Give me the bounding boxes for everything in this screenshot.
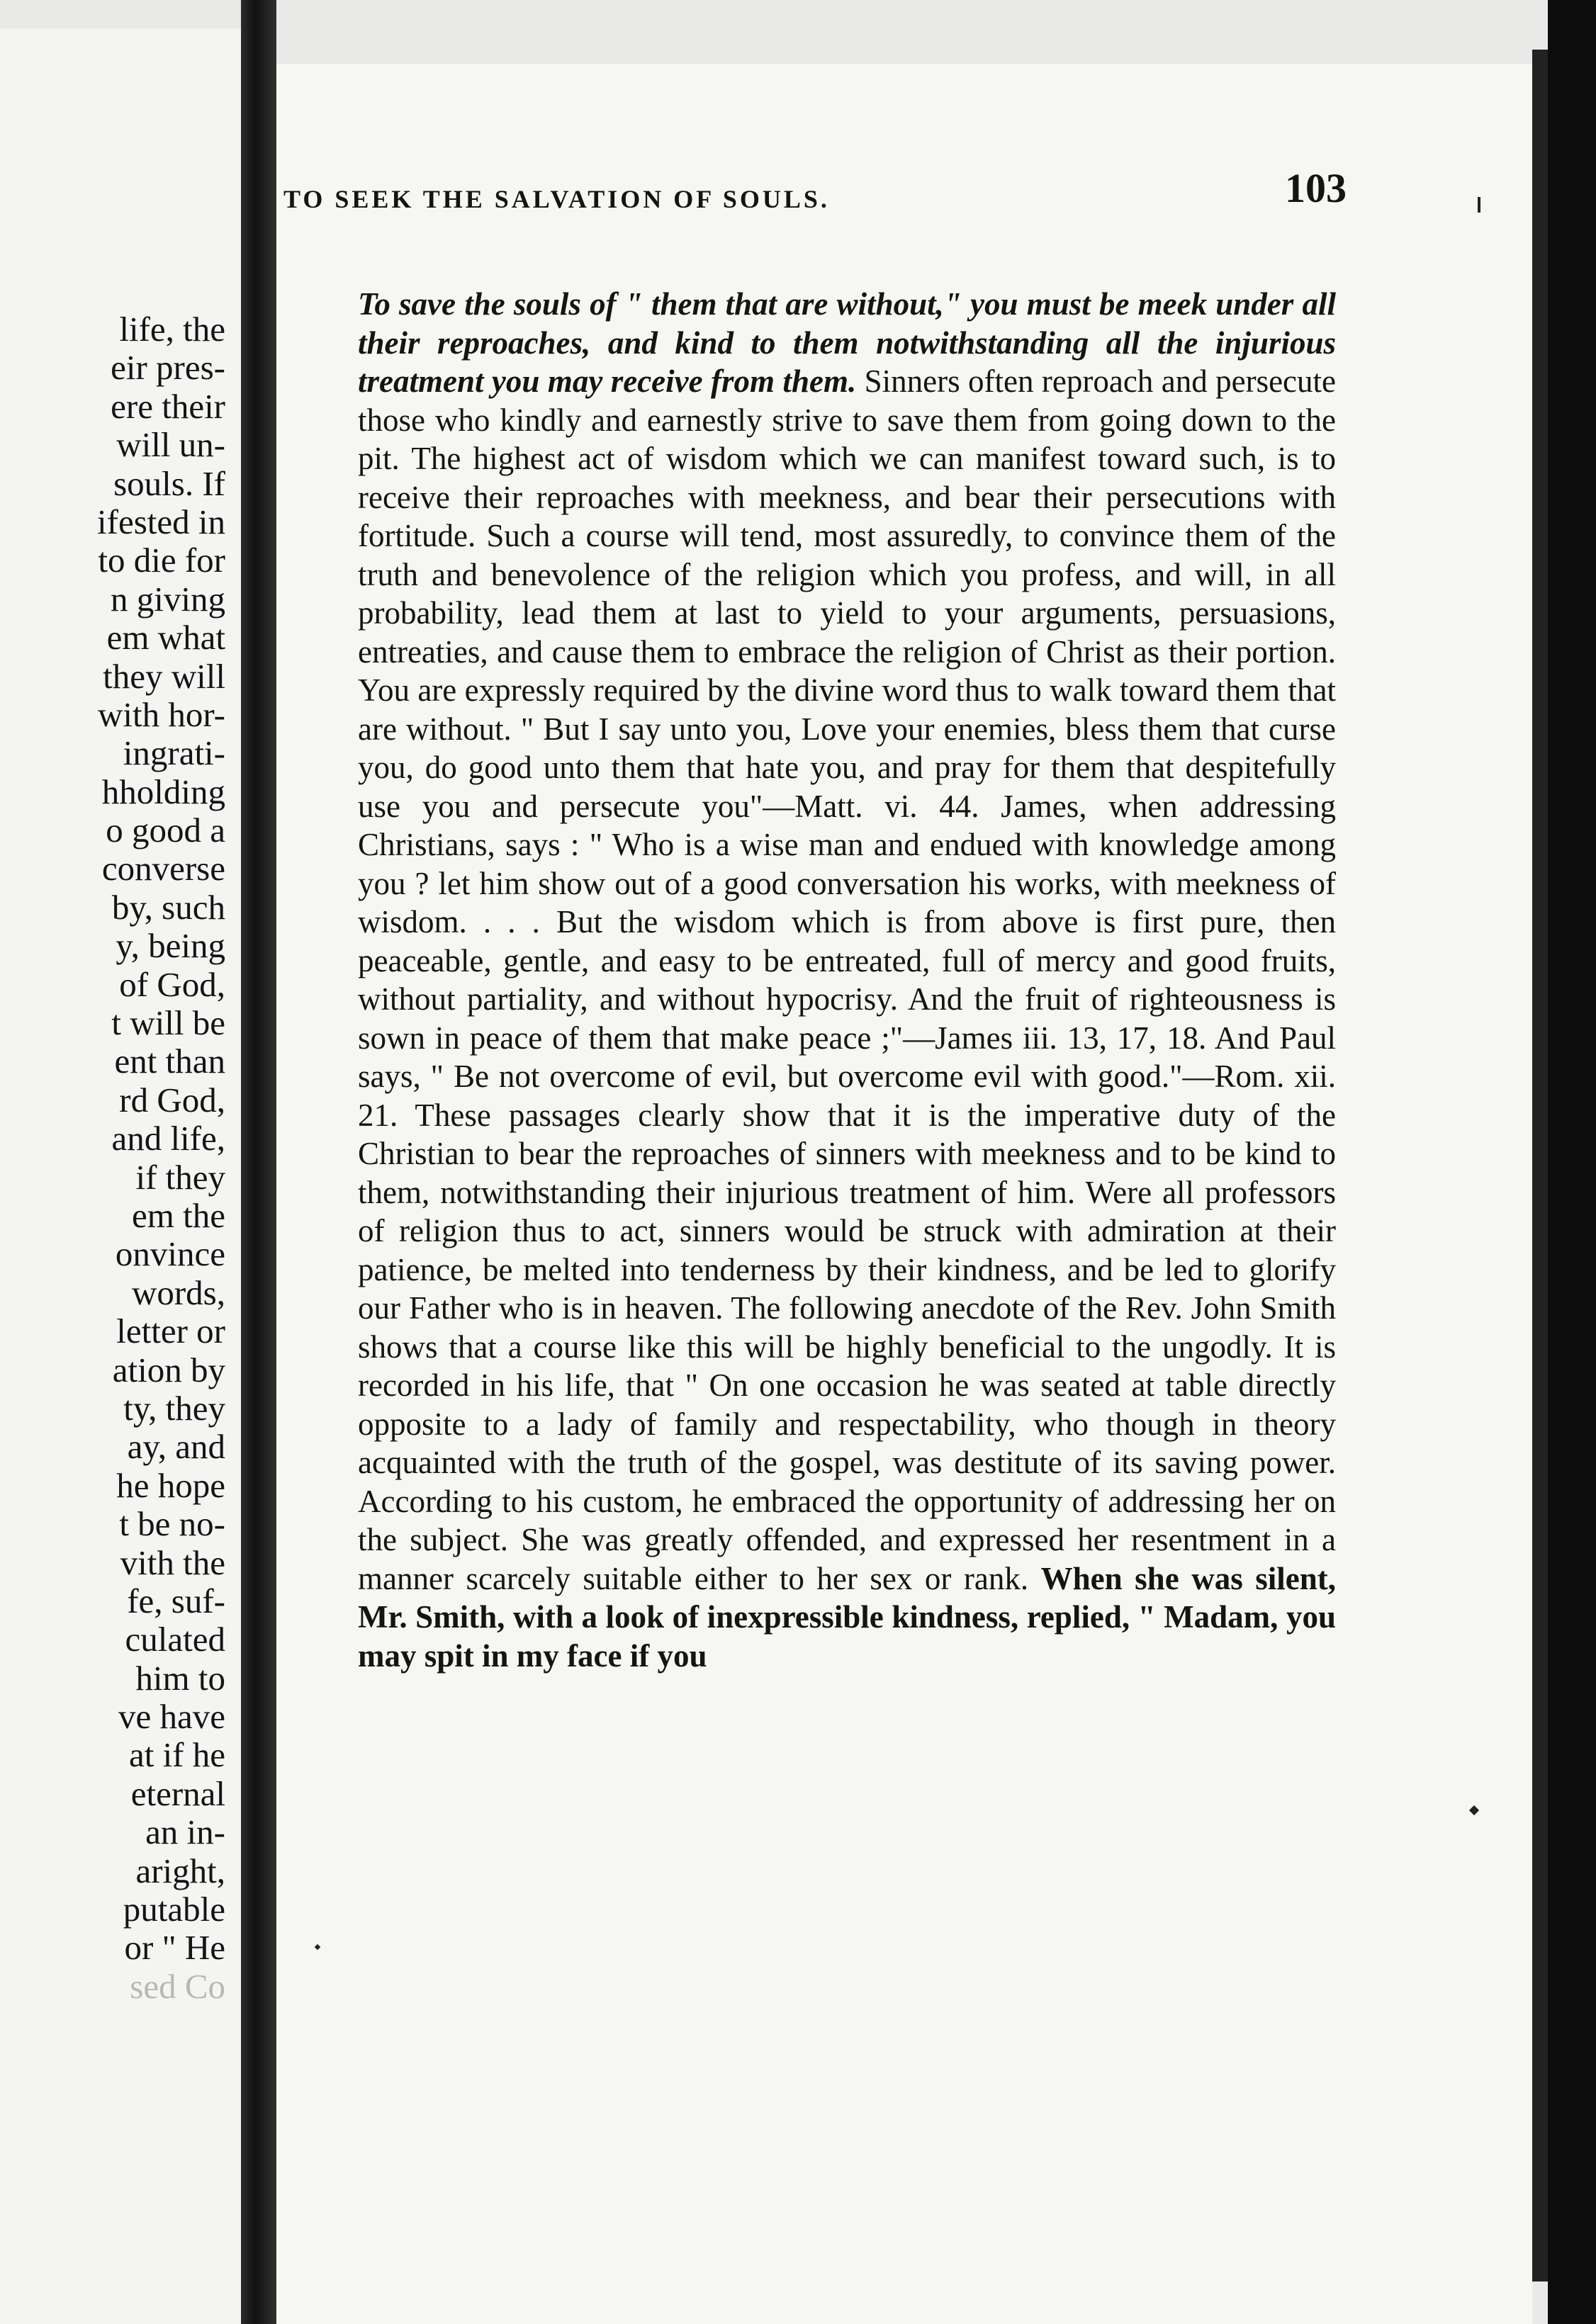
facing-page-line: n giving: [111, 579, 225, 619]
body-text: [358, 285, 1336, 1675]
facing-page-line: ere their: [111, 386, 225, 426]
facing-page-line: t will be: [111, 1003, 225, 1043]
facing-page-line: ifested in: [97, 502, 225, 541]
page-header: [283, 164, 1347, 228]
scan-border: [1548, 0, 1596, 2324]
facing-page-line: ty, they: [123, 1388, 225, 1428]
facing-page-line: he hope: [116, 1465, 225, 1505]
facing-page-line: vith the: [120, 1542, 225, 1582]
facing-page-line: by, such: [111, 887, 225, 927]
bold-closing-text: When she was silent, Mr. Smith, with a look of inexpressible kindness, replied, " Madam, you may spit in my face if you: [358, 1560, 1336, 1674]
facing-page-line: t be no-: [119, 1504, 225, 1544]
page-edge: [1532, 50, 1548, 2281]
facing-page-line: em what: [106, 618, 225, 658]
facing-page-line: sed Co: [130, 1966, 225, 2006]
facing-page-line: to die for: [98, 541, 225, 580]
scan-speck: [1478, 197, 1480, 213]
facing-page-line: words,: [131, 1273, 225, 1312]
book-gutter: [241, 0, 276, 2324]
facing-page-line: ation by: [112, 1350, 225, 1389]
facing-page-line: eternal: [130, 1773, 225, 1813]
facing-page-text: [0, 310, 225, 2006]
facing-page-line: o good a: [106, 811, 225, 850]
facing-page-line: him to: [135, 1658, 225, 1698]
facing-page: [0, 28, 241, 2324]
facing-page-line: rd God,: [119, 1080, 225, 1119]
facing-page-line: eir pres-: [111, 348, 225, 388]
facing-page-line: an in-: [145, 1812, 225, 1852]
facing-page-line: ingrati-: [123, 733, 225, 773]
facing-page-line: em the: [132, 1195, 225, 1235]
facing-page-line: they will: [103, 656, 225, 696]
facing-page-line: aright,: [135, 1851, 225, 1890]
facing-page-line: life, the: [119, 310, 225, 349]
facing-page-line: of God,: [119, 964, 225, 1004]
running-head: TO SEEK THE SALVATION OF SOULS.: [283, 185, 830, 213]
page-number: 103: [1285, 165, 1347, 211]
facing-page-line: hholding: [101, 772, 225, 811]
italic-lead-sentence: To save the souls of " them that are without," you must be meek under all their reproaches, and kind to them notwithstanding all the injurious treatment you may receive from them.: [358, 286, 1336, 399]
paragraph-text: Sinners often reproach and persecute those who kindly and earnestly strive to save them from going down to the pit. The highest act of wisdom which we can manifest toward such, is to receive their reproaches with meekness, and bear their persecutions with fortitude. Such a course will tend, most assuredly, to convince them of the truth and benevolence of the religion which you profess, and will, in all probability, lead them at last to yield to your arguments, persuasions, entreaties, and cause them to embrace the religion of Christ as their portion. You are expressly required by the divine word thus to walk toward them that are without. " But I say unto you, Love your enemies, bless them that curse you, do good unto them that hate you, and pray for them that despitefully use you and persecute you"—Matt. vi. 44. James, when addressing Christians, says : " Who is a wise man and endued with knowledge among you ? let him show out of a good conversation his works, with meekness of wisdom. . . . But the wisdom which is from above is first pure, then peaceable, gentle, and easy to be entreated, full of mercy and good fruits, without partiality, and without hypocrisy. And the fruit of righteousness is sown in peace of them that make peace ;"—James iii. 13, 17, 18. And Paul says, " Be not overcome of evil, but overcome evil with good."—Rom. xii. 21. These passages clearly show that it is the imperative duty of the Christian to bear the reproaches of sinners with meekness and to be kind to them, notwithstanding their injurious treatment of him. Were all professors of religion thus to act, sinners would be struck with admiration at their patience, be melted into tenderness by their kindness, and be led to glorify our Father who is in heaven. The following anecdote of the Rev. John Smith shows that a course like this will be highly beneficial to the ungodly. It is recorded in his life, that " On one occasion he was seated at table directly opposite to a lady of family and respectability, who though in theory acquainted with the truth of the gospel, was destitute of its saving power. According to his custom, he embraced the opportunity of addressing her on the subject. She was greatly offended, and expressed her resentment in a manner scarcely suitable either to her sex or rank.: [358, 363, 1337, 1596]
facing-page-line: letter or: [116, 1312, 225, 1351]
facing-page-line: or " He: [124, 1928, 225, 1968]
facing-page-line: ent than: [114, 1042, 225, 1081]
facing-page-line: with hor-: [97, 694, 225, 734]
facing-page-line: y, being: [116, 926, 225, 966]
facing-page-line: fe, suf-: [127, 1581, 225, 1620]
facing-page-line: onvince: [115, 1234, 225, 1274]
facing-page-line: souls. If: [113, 463, 225, 503]
facing-page-line: if they: [135, 1157, 225, 1197]
facing-page-line: will un-: [116, 425, 225, 465]
facing-page-line: at if he: [128, 1735, 225, 1775]
facing-page-line: and life,: [111, 1119, 225, 1158]
facing-page-line: converse: [101, 849, 225, 889]
facing-page-line: ve have: [118, 1697, 225, 1737]
facing-page-line: culated: [125, 1620, 225, 1659]
facing-page-line: ay, and: [127, 1427, 225, 1467]
facing-page-line: putable: [123, 1890, 225, 1929]
